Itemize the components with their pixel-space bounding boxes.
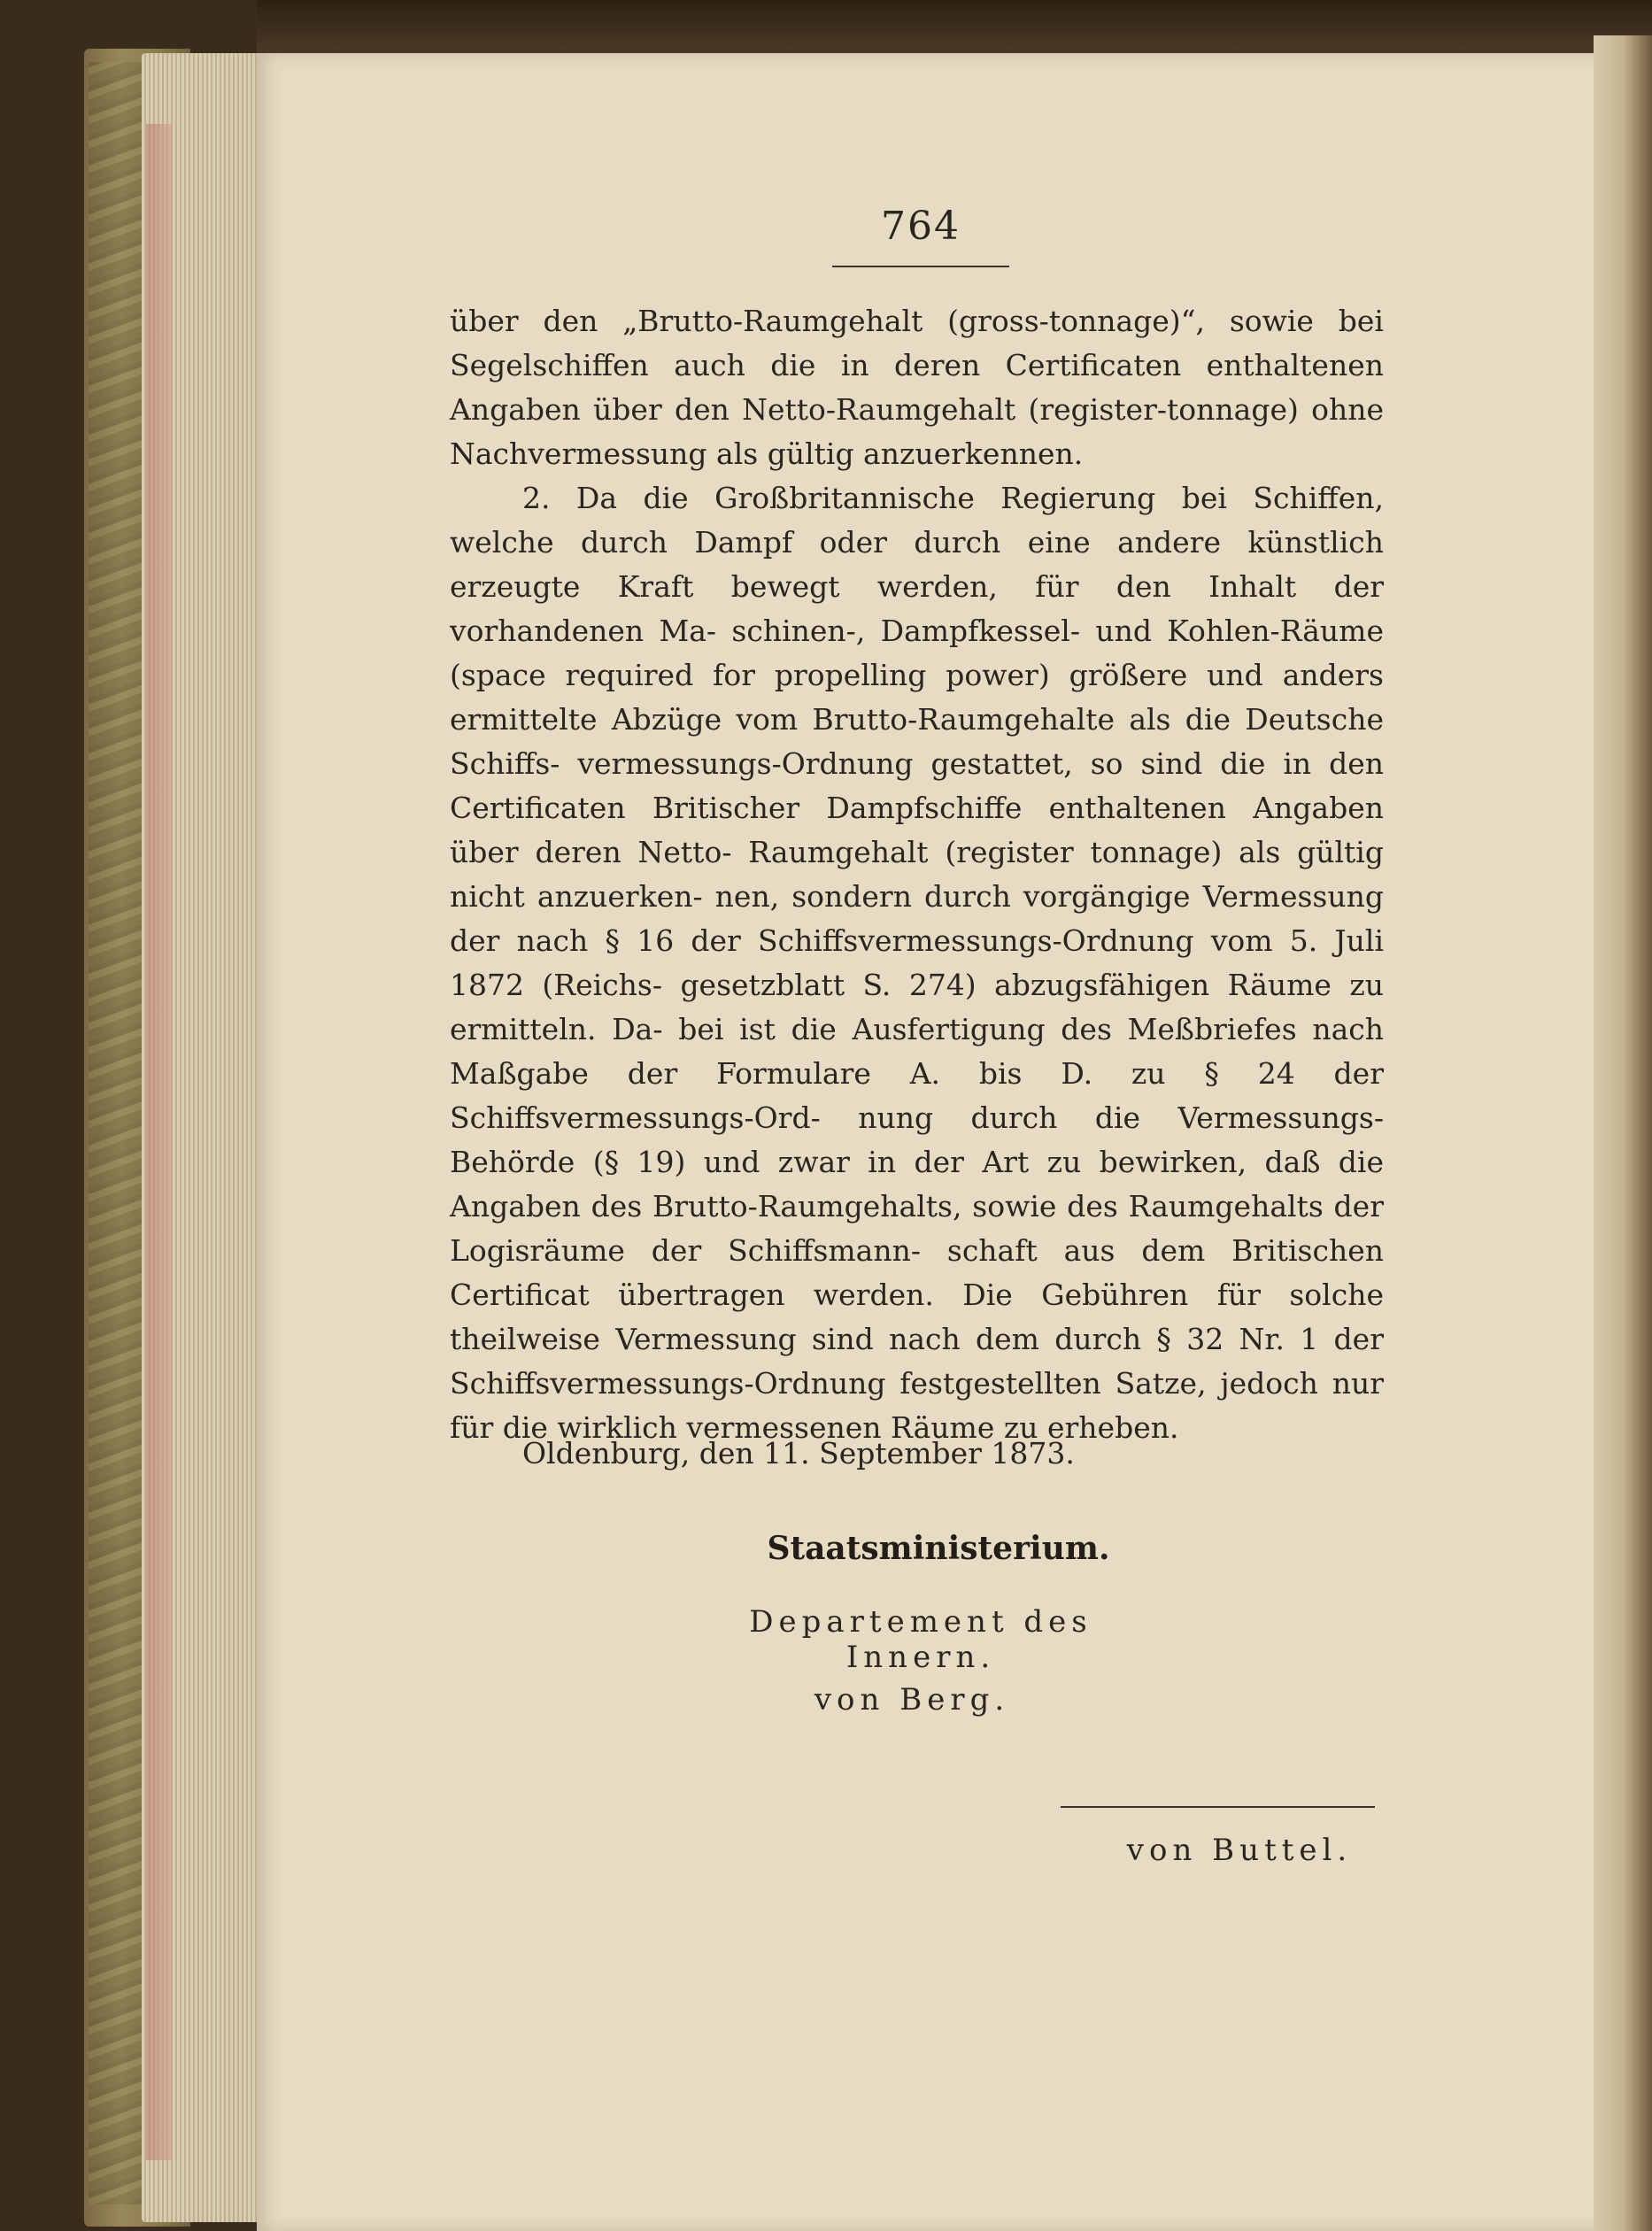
text-line: Abzüge vom Brutto-Raumgehalte als die Deutsche Schiffs- [450, 702, 1384, 781]
text-line: Segelschiffen auch die in deren Certificaten enthaltenen [450, 348, 1384, 382]
authority-heading: Staatsministerium. [767, 1530, 1110, 1567]
text-line: Nachvermessung als gültig anzuerkennen. [450, 436, 1084, 471]
page-edge-tint [146, 124, 173, 2160]
text-line: Angaben über den Netto-Raumgehalt (register-tonnage) ohne [450, 392, 1384, 427]
text-line: Raumgehalt (register tonnage) als gültig nicht anzuerken- [450, 835, 1384, 914]
text-line: nung durch die Vermessungs-Behörde (§ 19) und zwar in der [450, 1100, 1384, 1179]
date-line: Oldenburg, den 11. September 1873. [522, 1436, 1075, 1471]
text-line: Gebühren für solche theilweise Vermessung sind nach dem [450, 1278, 1384, 1356]
signatory-1: von Berg. [814, 1682, 1010, 1718]
text-line: schaft aus dem Britischen Certificat übertragen werden. Die [450, 1233, 1385, 1312]
text-line: der Schiffsvermessungs-Ordnung vom 5. Juli 1872 (Reichs- [450, 923, 1384, 1002]
text-line: über den „Brutto-Raumgehalt (gross-tonnage)“, sowie bei [450, 304, 1384, 338]
text-line: durch § 32 Nr. 1 der Schiffsvermessungs-Ordnung festgestellten [450, 1322, 1384, 1401]
text-line: bei ist die Ausfertigung des Meßbriefes nach Maßgabe der [450, 1012, 1384, 1091]
text-line: Kraft bewegt werden, für den Inhalt der vorhandenen Ma- [450, 569, 1385, 648]
text-line: Art zu bewirken, daß die Angaben des Brutto-Raumgehalts, [450, 1145, 1385, 1224]
text-line: for propelling power) größere und anders ermittelte [450, 658, 1384, 737]
paragraph-2 [450, 476, 1384, 1450]
page-number-rule [832, 266, 1009, 267]
page-number: 764 [881, 204, 961, 249]
text-line: vermessungs-Ordnung gestattet, so sind die in den Certificaten [450, 746, 1384, 825]
paragraph-1 [450, 299, 1384, 476]
text-line: Britischer Dampfschiffe enthaltenen Angaben über deren Netto- [450, 791, 1384, 869]
signature-rule [1061, 1806, 1375, 1808]
signatory-2: von Buttel. [1126, 1833, 1353, 1868]
text-line: Formulare A. bis D. zu § 24 der Schiffsvermessungs-Ord- [450, 1056, 1384, 1135]
text-line: welche durch Dampf oder durch eine andere künstlich erzeugte [450, 525, 1384, 604]
text-line: sowie des Raumgehalts der Logisräume der Schiffsmann- [450, 1189, 1384, 1268]
text-line: Satze, jedoch nur für die wirklich vermessenen Räume zu erheben. [450, 1366, 1384, 1445]
main-text [450, 299, 1384, 1450]
top-shadow [257, 0, 1652, 53]
text-line: 2. Da die Großbritannische Regierung bei Schiffen, [522, 481, 1384, 515]
department-line: Departement des Innern. [749, 1604, 1092, 1675]
text-line: nen, sondern durch vorgängige Vermessung der nach § 16 [450, 879, 1384, 958]
right-page-edge [1594, 35, 1652, 2231]
text-line: schinen-, Dampfkessel- und Kohlen-Räume (space required [450, 614, 1384, 692]
text-line: gesetzblatt S. 274) abzugsfähigen Räume zu ermitteln. Da- [450, 968, 1385, 1046]
